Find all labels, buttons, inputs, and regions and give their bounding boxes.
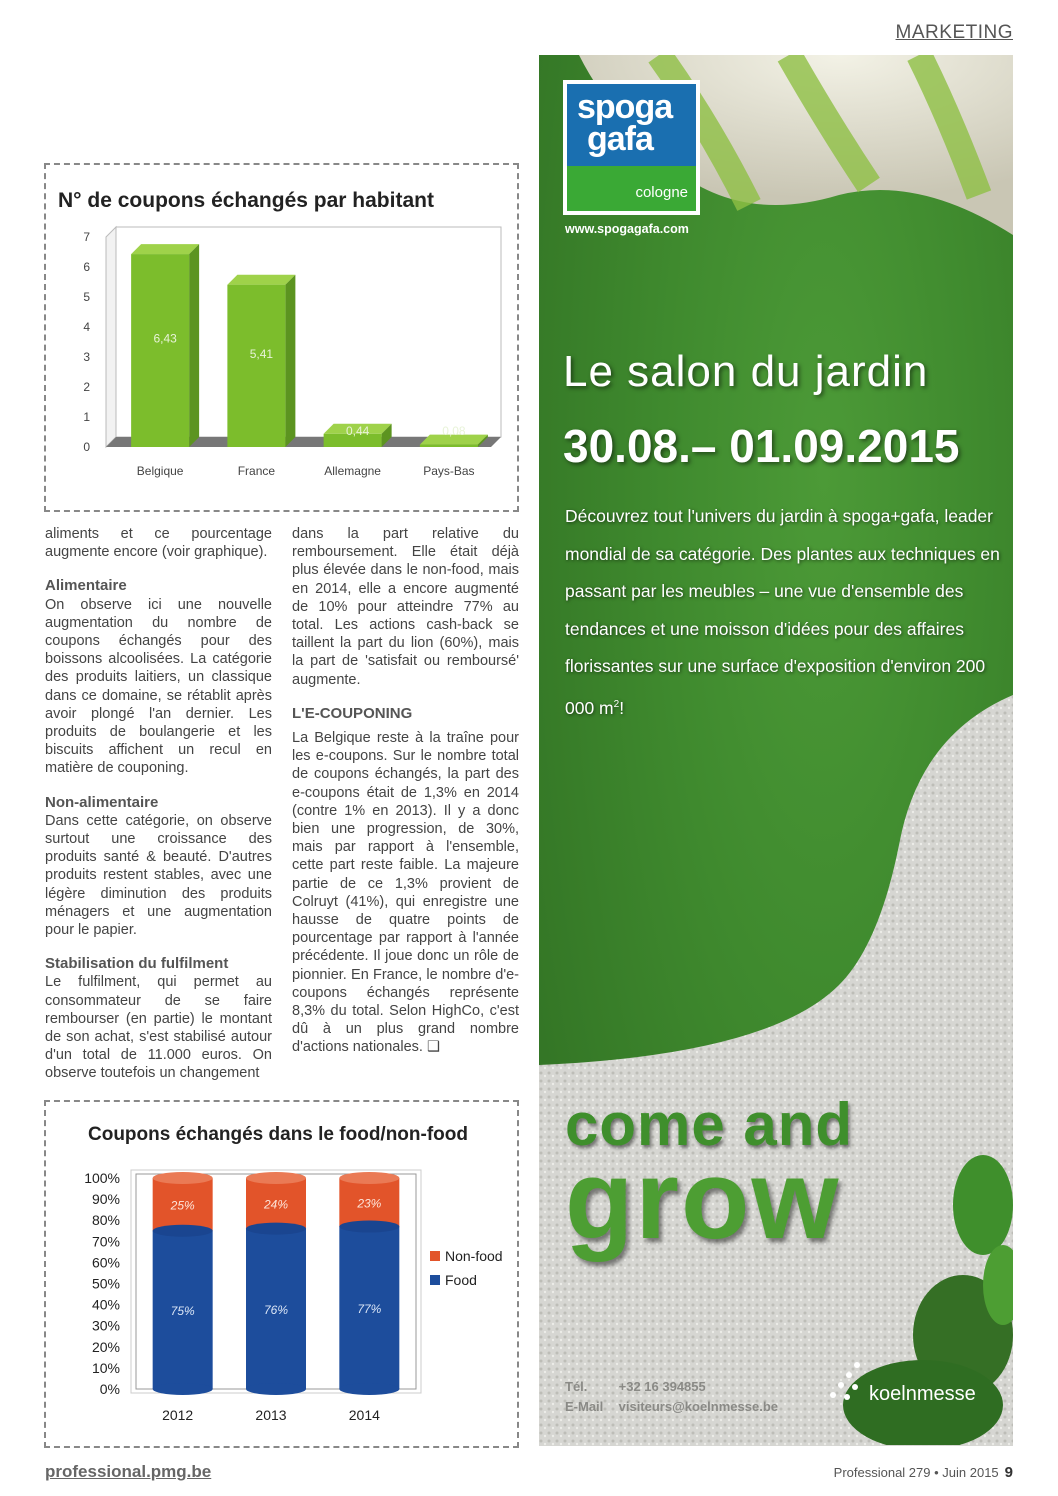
x-tick-label: Belgique <box>136 464 184 478</box>
y-tick-label: 5 <box>83 290 90 304</box>
bar-food-base-2013 <box>246 1383 306 1395</box>
bar-food-base-2012 <box>153 1383 213 1395</box>
y-tick-label: 60% <box>91 1254 120 1271</box>
koelnmesse-logo <box>827 1353 997 1423</box>
chart-title: N° de coupons échangés par habitant <box>58 189 434 212</box>
bar-france <box>227 285 285 447</box>
y-tick-label: 10% <box>91 1359 120 1376</box>
data-label-nonfood: 24% <box>263 1197 289 1212</box>
logo-text-cologne: cologne <box>635 184 688 201</box>
section-tag: MARKETING <box>895 22 1013 43</box>
phone-number[interactable]: +32 16 394855 <box>618 1379 706 1394</box>
bar-food-top-2014 <box>339 1221 399 1233</box>
email-row <box>565 1397 778 1417</box>
stacked-bar-chart-food-nonfood <box>46 1164 516 1444</box>
bar-side-belgique <box>189 244 199 447</box>
page-number: 9 <box>1004 1464 1013 1481</box>
bar-nonfood-top-2014 <box>339 1172 399 1184</box>
ad-description <box>565 498 1005 727</box>
koelnmesse-dots-icon <box>827 1357 867 1407</box>
legend-swatch <box>430 1251 440 1261</box>
x-tick-label: 2013 <box>255 1407 287 1423</box>
legend-label: Non-food <box>445 1248 503 1264</box>
bar-belgique <box>131 254 189 447</box>
data-label: 5,41 <box>249 346 274 361</box>
y-tick-label: 30% <box>91 1317 120 1334</box>
subheading-alimentaire: Alimentaire <box>45 577 127 595</box>
paragraph-intro: aliments et ce pourcentage augmente encore (voir graphique). <box>45 526 272 561</box>
ad-description-text: Découvrez tout l'univers du jardin à spoga+gafa, leader mondial de sa catégorie. Des plantes aux techniques en passant par les meubles – une vue d'ensemble des tendances et une moisson d'idées pour des affaires florissantes sur une surface d'exposition d'environ 200 000 m <box>565 506 1000 718</box>
y-tick-label: 0% <box>99 1381 120 1397</box>
logo-text-gafa: gafa <box>587 120 653 158</box>
chart-box-food-nonfood <box>44 1100 519 1448</box>
ad-slogan-line1: come and <box>565 1091 854 1158</box>
paragraph-e-couponing <box>292 729 519 1057</box>
data-label-food: 77% <box>357 1301 382 1316</box>
subheading-e-couponing: L'E-COUPONING <box>292 704 413 722</box>
phone-label: Tél. <box>565 1379 588 1394</box>
y-tick-label: 0 <box>83 440 90 454</box>
y-tick-label: 90% <box>91 1191 120 1208</box>
data-label: 0,44 <box>345 424 370 438</box>
y-tick-label: 80% <box>91 1212 120 1229</box>
y-tick-label: 70% <box>91 1233 120 1250</box>
x-tick-label: Allemagne <box>324 464 381 478</box>
x-tick-label: Pays-Bas <box>423 464 475 478</box>
end-mark-icon: ❑ <box>426 1039 440 1056</box>
data-label: 6,43 <box>153 331 177 346</box>
paragraph-remboursement: dans la part relative du remboursement. Elle était déjà plus élevée dans le non-food, mais en 2014, elle a encore augmenté de 10% pour atteindre 77% au total. Les actions cash-back se taillent la part du lion (60%), mais la part de 'satisfait ou remboursé' augmente. <box>292 526 519 688</box>
y-tick-label: 1 <box>83 410 90 424</box>
y-tick-label: 50% <box>91 1275 120 1292</box>
paragraph-alimentaire: On observe ici une nouvelle augmentation du nombre de coupons échangés pour des boissons alcoolisées. La catégorie des produits laitiers, un classique dans ce domaine, se rétablit après avoir plongé l'an dernier. Les produits de boulangerie et les biscuits affichent un recul en matière de couponing. <box>45 596 272 777</box>
y-tick-label: 7 <box>83 230 90 244</box>
data-label-nonfood: 23% <box>357 1196 382 1211</box>
subheading-stabilisation: Stabilisation du fulfilment <box>45 955 229 973</box>
ad-dates: 30.08.– 01.09.2015 <box>563 420 960 472</box>
bar-food-base-2014 <box>339 1383 399 1395</box>
y-tick-label: 4 <box>83 320 90 334</box>
spoga-gafa-logo <box>563 80 700 215</box>
ad-description-end: ! <box>619 697 625 718</box>
y-tick-label: 2 <box>83 380 90 394</box>
bar-top-france <box>227 275 295 285</box>
paragraph-non-alimentaire: Dans cette catégorie, on observe surtout une croissance des produits santé & beauté. D'autres produits restent stables, avec une légère diminution des produits ménagers et une augmentation pour le papier. <box>45 812 272 939</box>
article-column-2 <box>292 525 519 1057</box>
data-label-food: 76% <box>263 1302 289 1317</box>
y-tick-label: 3 <box>83 350 90 364</box>
y-tick-label: 20% <box>91 1338 120 1355</box>
footer-site-link[interactable]: professional.pmg.be <box>45 1462 212 1481</box>
koelnmesse-wordmark: koelnmesse <box>869 1383 976 1405</box>
bar-chart-coupons-per-capita <box>46 225 516 505</box>
logo-text-spoga: spoga <box>577 88 673 126</box>
subheading-non-alimentaire: Non-alimentaire <box>45 793 159 811</box>
data-label-nonfood: 25% <box>170 1198 195 1213</box>
chart-box-coupons-per-capita <box>44 163 519 512</box>
data-label-food: 75% <box>170 1303 195 1318</box>
bar-top-belgique <box>131 244 199 254</box>
contact-block <box>565 1377 778 1417</box>
advertisement-spoga-gafa <box>539 55 1013 1446</box>
ad-title: Le salon du jardin <box>563 347 929 396</box>
paragraph-stabilisation: Le fulfilment, qui permet au consommateur de se faire rembourser (en partie) le montant de son achat, s'est stabilisé autour d'un total de 11.000 euros. On observe toutefois un changement <box>45 974 272 1082</box>
y-tick-label: 6 <box>83 260 90 274</box>
x-tick-label: 2012 <box>162 1407 194 1423</box>
ad-description-sup: 2 <box>613 698 620 710</box>
bar-food-top-2013 <box>246 1223 306 1235</box>
bar-nonfood-top-2013 <box>246 1172 306 1184</box>
bar-nonfood-top-2012 <box>153 1172 213 1184</box>
bar-side-france <box>285 275 295 447</box>
footer-issue <box>834 1464 1013 1481</box>
ad-slogan-line2: grow <box>565 1137 841 1262</box>
ad-url-link[interactable]: www.spogagafa.com <box>565 222 689 236</box>
x-tick-label: 2014 <box>348 1407 380 1423</box>
data-label: 0,08 <box>442 424 466 438</box>
legend-label: Food <box>445 1272 477 1288</box>
bar-food-top-2012 <box>153 1225 213 1237</box>
bar-pays-bas <box>420 445 478 447</box>
article-column-1 <box>45 525 272 1083</box>
y-tick-label: 100% <box>84 1170 120 1186</box>
chart-side-wall <box>106 227 116 447</box>
legend-swatch <box>430 1275 440 1285</box>
paragraph-e-couponing-text: La Belgique reste à la traîne pour les e-coupons. Sur le nombre total de coupons échangés, la part des e-coupons était de 1,3% en 2014 (contre 1% en 2013). Il y a donc bien une progression, de 30%, mais par rapport à l'ensemble, cette part reste faible. La majeure partie de ce 1,3% provient de Colruyt (41%), qui enregistre une hausse de quatre points de pourcentage par rapport à l'année précédente. Il joue donc un rôle de pionnier. En France, le nombre d'e-coupons échangés représente 8,3% du total. Selon HighCo, c'est dû à un plus grand nombre d'actions nationales. <box>292 730 519 1056</box>
email-label: E-Mail <box>565 1399 604 1414</box>
y-tick-label: 40% <box>91 1296 120 1313</box>
x-tick-label: France <box>237 464 276 478</box>
phone-row <box>565 1377 778 1397</box>
email-link[interactable]: visiteurs@koelnmesse.be <box>618 1399 778 1414</box>
footer-issue-text: Professional 279 • Juin 2015 <box>833 1465 999 1480</box>
chart-title: Coupons échangés dans le food/non-food <box>88 1124 468 1145</box>
